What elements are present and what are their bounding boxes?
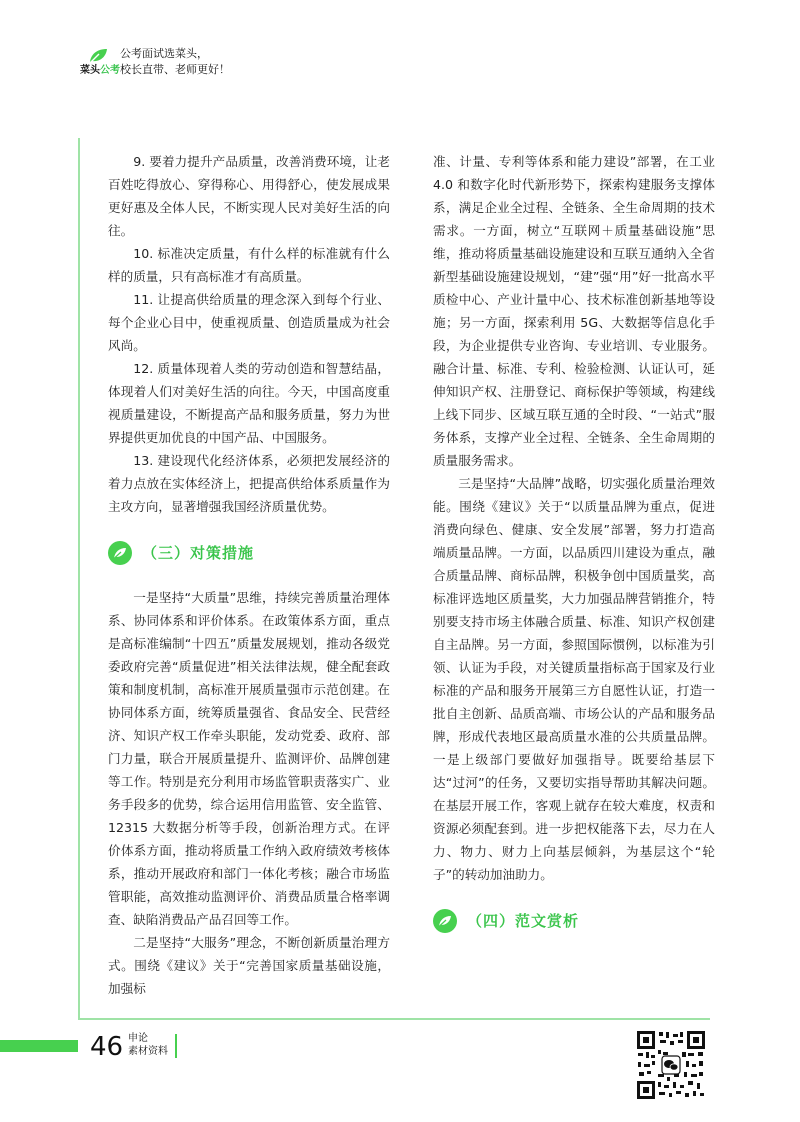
paragraph: 9. 要着力提升产品质量，改善消费环境，让老百姓吃得放心、穿得称心、用得舒心，使发展成果更好惠及全体人民，不断实现人民对美好生活的向往。: [108, 154, 390, 238]
qr-code-icon[interactable]: [636, 1030, 706, 1100]
section-heading-text: （四）范文赏析: [467, 911, 580, 930]
frame-left-line: [78, 138, 80, 1018]
left-column: [108, 150, 390, 1000]
leaf-heading-icon: [108, 541, 132, 565]
paragraph: 12. 质量体现着人类的劳动创造和智慧结晶，体现着人们对美好生活的向往。今天，中国高度重视质量建设，不断提高产品和服务质量，努力为世界提供更加优良的中国产品、中国服务。: [108, 361, 390, 445]
frame-bottom-line: [78, 1018, 710, 1020]
logo-part1: 菜头: [80, 65, 100, 76]
brand-logo-text: [80, 65, 120, 77]
page-number: 46: [90, 1032, 124, 1062]
paragraph: 一是坚持“大质量”思维，持续完善质量治理体系、协同体系和评价体系。在政策体系方面，重点是高标准编制“十四五”质量发展规划，推动各级党委政府完善“质量促进”相关法律法规，健全配套政策和制度机制，高标准开展质量强市示范创建。在协同体系方面，统筹质量强省、食品安全、民营经济、知识产权工作牵头职能，发动党委、政府、部门力量，联合开展质量提升、监测评价、品牌创建等工作。特别是充分利用市场监管职责落实广、业务手段多的优势，综合运用信用监管、安全监管、12315 大数据分析等手段，创新治理方式。在评价体系方面，推动将质量工作纳入政府绩效考核体系，推动开展政府和部门一体化考核；融合市场监管职能，高效推动监测评价、消费品质量合格率调查、缺陷消费品产品召回等工作。: [108, 590, 390, 927]
slogan: [120, 46, 230, 78]
section-heading-text: （三）对策措施: [142, 543, 255, 562]
paragraph: 10. 标准决定质量，有什么样的标准就有什么样的质量，只有高标准才有高质量。: [108, 246, 390, 284]
right-column: [433, 150, 715, 954]
slogan-line2: 校长直带、老师更好！: [120, 63, 230, 76]
footer-green-bar: [0, 1040, 78, 1052]
section-heading-3: [108, 536, 390, 570]
header: [72, 46, 372, 86]
paragraph: 13. 建设现代化经济体系，必须把发展经济的着力点放在实体经济上，把提高供给体系质量作为主攻方向，显著增强我国经济质量优势。: [108, 453, 390, 514]
footer-label-line2: 素材资料: [128, 1046, 168, 1057]
footer-label: [128, 1032, 168, 1058]
paragraph-continued: 准、计量、专利等体系和能力建设”部署，在工业 4.0 和数字化时代新形势下，探索构建服务支撑体系，满足企业全过程、全链条、全生命周期的技术需求。一方面，树立“互联网＋质量基础设施”思维，推动将质量基础设施建设和互联互通纳入全省新型基础设施建设规划，“建”强“用”好一批高水平质检中心、产业计量中心、技术标准创新基地等设施；另一方面，探索利用 5G、大数据等信息化手段，为企业提供专业咨询、专业培训、专业服务。融合计量、标准、专利、检验检测、认证认可，延伸知识产权、注册登记、商标保护等领域，构建线上线下同步、区域互联互通的全时段、“一站式”服务体系，支撑产业全过程、全链条、全生命周期的质量服务需求。: [433, 154, 715, 468]
leaf-logo-icon: [88, 48, 108, 64]
footer-label-line1: 申论: [128, 1033, 148, 1044]
paragraph: 11. 让提高供给质量的理念深入到每个行业、每个企业心目中，使重视质量、创造质量成为社会风尚。: [108, 292, 390, 353]
logo-part2: 公考: [100, 65, 120, 76]
footer-separator: [175, 1034, 177, 1058]
paragraph: 三是坚持“大品牌”战略，切实强化质量治理效能。围绕《建议》关于“以质量品牌为重点，促进消费向绿色、健康、安全发展”部署，努力打造高端质量品牌。一方面，以品质四川建设为重点，融合质量品牌、商标品牌，积极争创中国质量奖，高标准评选地区质量奖，大力加强品牌营销推介，特别要支持市场主体融合质量、标准、知识产权创建自主品牌。另一方面，参照国际惯例，以标准为引领、认证为手段，对关键质量指标高于国家及行业标准的产品和服务开展第三方自愿性认证，打造一批自主创新、品质高端、市场公认的产品和服务品牌，形成代表地区最高质量水准的公共质量品牌。一是上级部门要做好加强指导。既要给基层下达“过河”的任务，又要切实指导帮助其解决问题。在基层开展工作，客观上就存在较大难度，权责和资源必须配套到。进一步把权能落下去，尽力在人力、物力、财力上向基层倾斜，为基层这个“轮子”的转动加油助力。: [433, 476, 715, 882]
paragraph: 二是坚持“大服务”理念，不断创新质量治理方式。围绕《建议》关于“完善国家质量基础设施，加强标: [108, 935, 390, 996]
slogan-line1: 公考面试选菜头，: [120, 47, 208, 60]
section-heading-4: [433, 904, 715, 938]
leaf-heading-icon: [433, 909, 457, 933]
